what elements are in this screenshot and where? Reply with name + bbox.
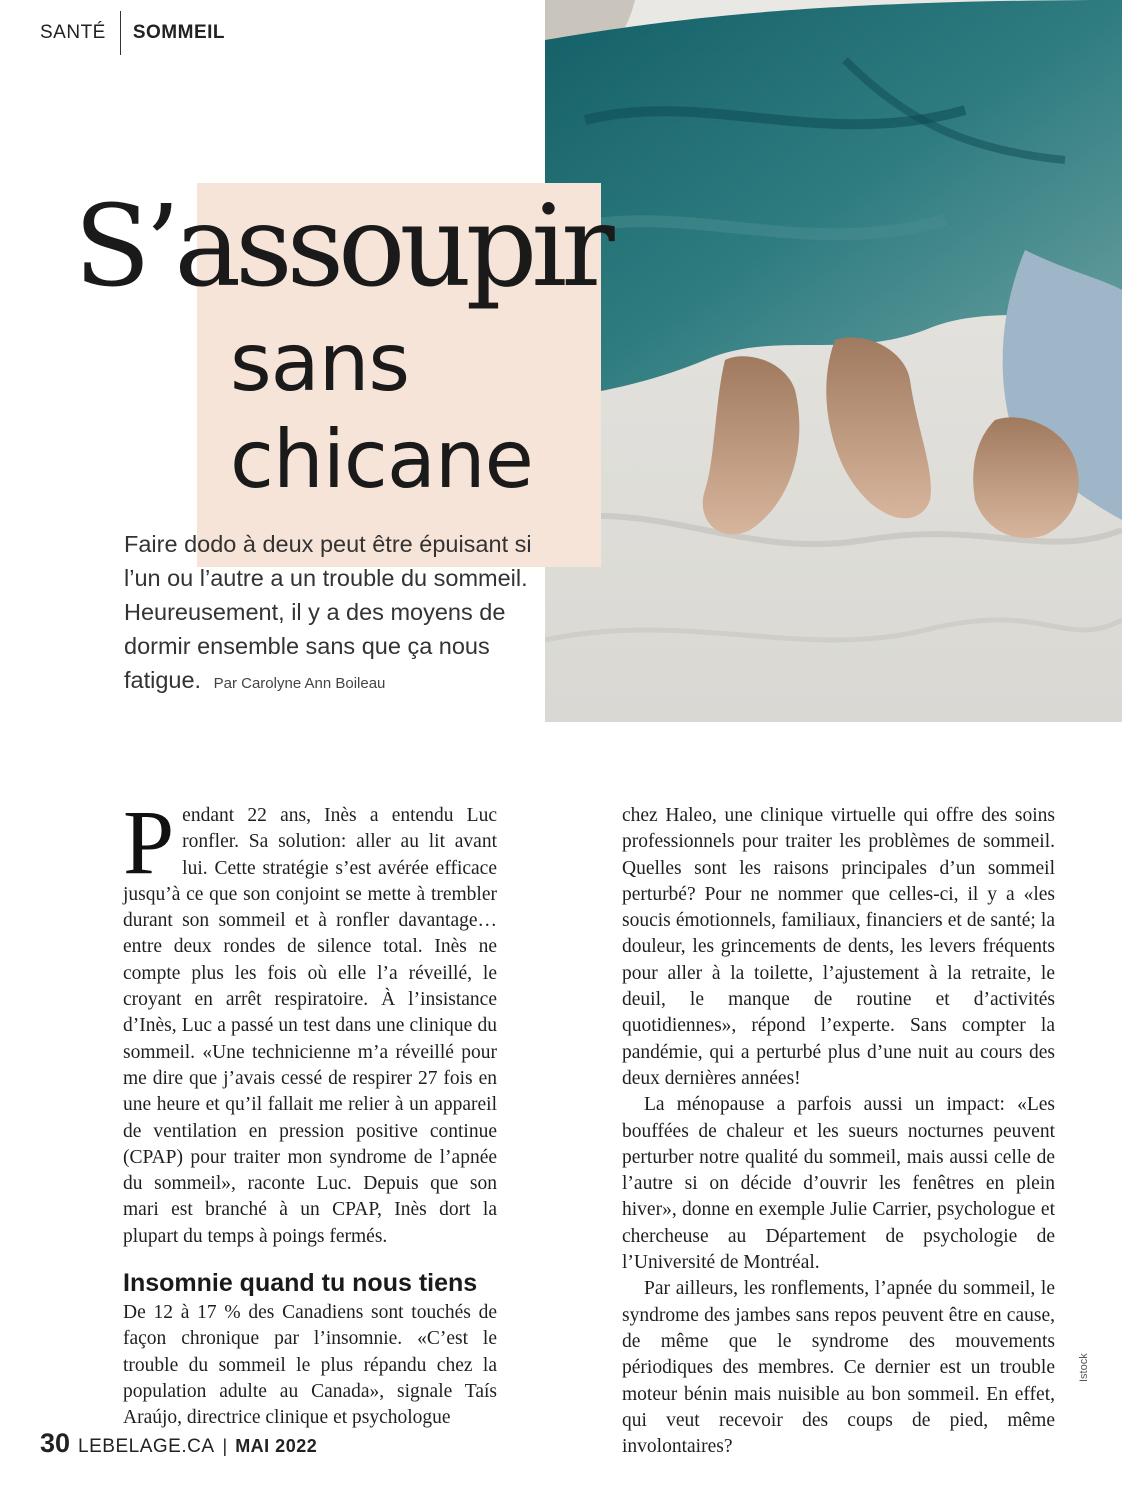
body-paragraph: chez Haleo, une clinique virtuelle qui offre des soins professionnels pour traiter les problèmes de sommeil. Quelles sont les raisons principales d’un sommeil perturbé? Pour ne nommer que celles-ci, il y a «les soucis émotionnels, familiaux, financiers et de santé; la douleur, les grincements de dents, les levers fréquents pour aller à la toilette, l’ajustement à la retraite, le deuil, le manque de routine et d’activités quotidiennes», répond l’experte. Sans compter la pandémie, qui a perturbé plus d’une nuit au cours des deux dernières années! [622,805,1055,1089]
hero-photo-feet-under-blanket [545,0,1122,722]
body-paragraph: Pendant 22 ans, Inès a entendu Luc ronfler. Sa solution: aller au lit avant lui. Cette stratégie s’est avérée efficace jusqu’à ce que son conjoint se mette à trembler durant son sommeil et à ronfler davantage… entre deux rondes de silence total. Inès ne compte plus les fois où elle l’a réveillé, le croyant en arrêt respiratoire. À l’insistance d’Inès, Luc a passé un test dans une clinique du sommeil. «Une technicienne m’a réveillé pour me dire que j’avais cessé de respirer 27 fois en une heure et qu’il fallait me relier à un appareil de ventilation en pression positive continue (CPAP) pour traiter mon syndrome de l’apnée du sommeil», raconte Luc. Depuis que son mari est branché à un CPAP, Inès dort la plupart du temps à poings fermés. [123,791,497,1247]
drop-cap: P [123,791,175,893]
article-lede [124,527,536,701]
page-number: 30 [40,1428,71,1458]
article-title-line-2: sans [230,316,410,409]
body-column-1 [123,791,497,1432]
footer-separator: | [222,1436,228,1456]
article-title-line-1: S’assoupir [74,182,609,312]
photo-illustration [545,0,1122,722]
subheading: Insomnie quand tu nous tiens [123,1269,478,1298]
article-title-line-3: chicane [230,413,533,506]
section-header [40,16,225,50]
photo-credit: Istock [1078,1353,1090,1382]
lede-text: Faire dodo à deux peut être épuisant si l’un ou l’autre a un trouble du sommeil. Heureusement, il y a des moyens de dormir ensemble sans que ça nous fatigue. [124,531,532,693]
header-divider [120,11,121,55]
body-column-2 [622,803,1055,1460]
page-footer [40,1428,317,1459]
subsection-label: SOMMEIL [132,22,226,43]
byline: Par Carolyne Ann Boileau [213,675,386,692]
issue-date: MAI 2022 [235,1436,318,1456]
section-label: SANTÉ [40,22,106,43]
publication-site: LEBELAGE.CA [78,1436,215,1457]
body-paragraph: Par ailleurs, les ronflements, l’apnée du sommeil, le syndrome des jambes sans repos peuvent être en cause, de même que le syndrome des mouvements périodiques des membres. Ce dernier est un trouble moteur bénin mais nuisible au bon sommeil. En effet, qui veut recevoir des coups de pied, même involontaires? [622,1278,1055,1458]
body-paragraph: De 12 à 17 % des Canadiens sont touchés de façon chronique par l’insomnie. «C’est le trouble du sommeil le plus répandu chez la population adulte au Canada», signale Taís Araújo, directrice clinique et psychologue [123,1302,497,1429]
body-paragraph: La ménopause a parfois aussi un impact: «Les bouffées de chaleur et les sueurs nocturnes peuvent perturber notre qualité du sommeil, mais aussi celle de l’autre si on décide d’ouvrir les fenêtres en plein hiver», donne en exemple Julie Carrier, psychologue et chercheuse au Département de psychologie de l’Université de Montréal. [622,1094,1055,1274]
